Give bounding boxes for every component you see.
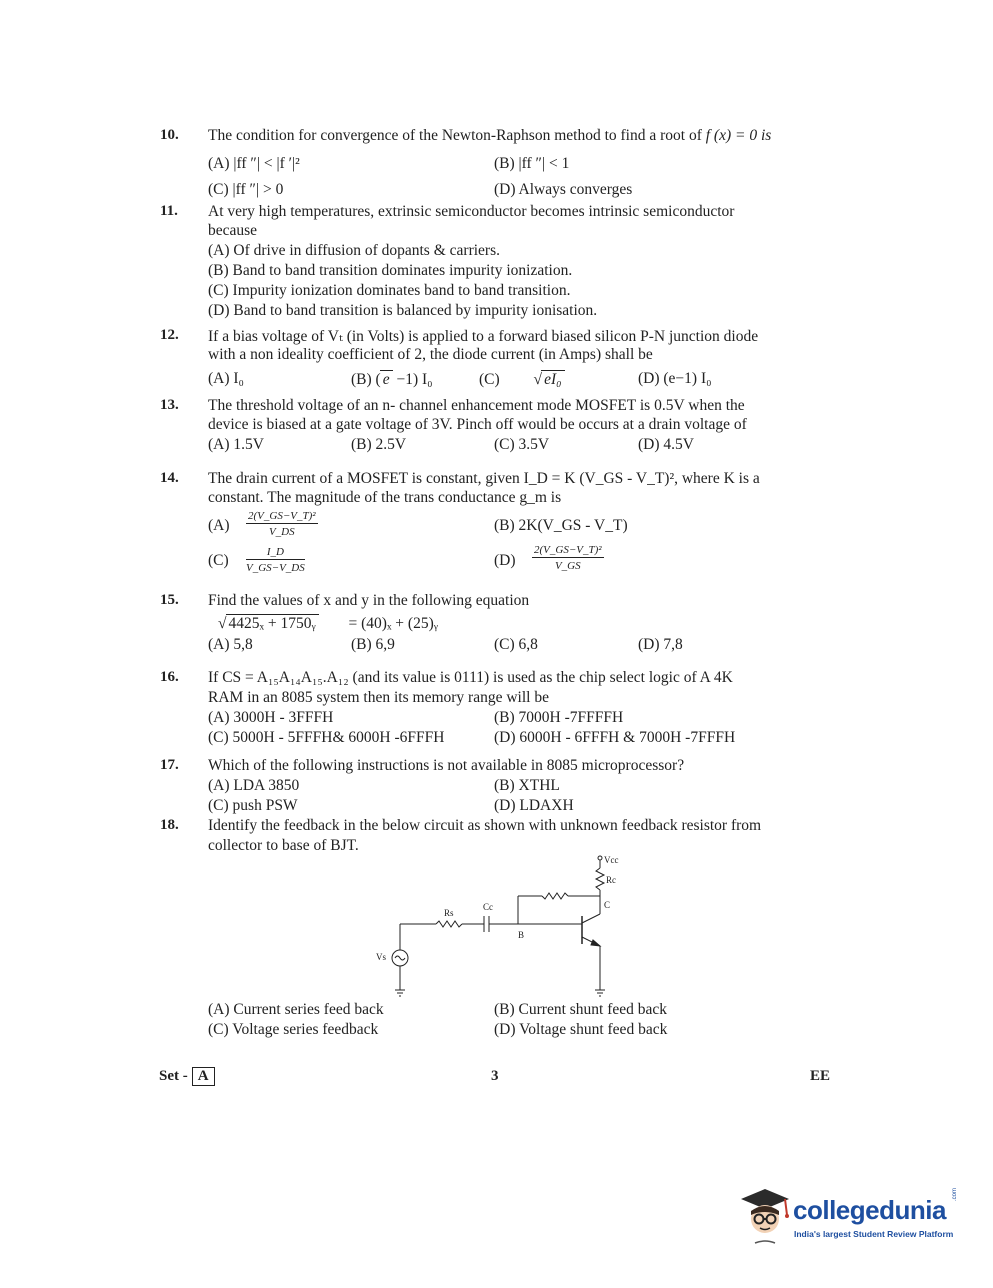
mascot-icon bbox=[735, 1185, 791, 1247]
denominator: V_GS bbox=[554, 560, 581, 572]
question-number: 13. bbox=[160, 397, 179, 413]
option-d: (D) 4.5V bbox=[638, 436, 694, 453]
option-b-prefix: (B) ( bbox=[351, 371, 381, 388]
question-stem: The condition for convergence of the Newton-Raphson method to find a root of bbox=[208, 127, 702, 144]
question-expression: f (x) = 0 is bbox=[705, 127, 772, 144]
sqrt-term: 4425ₓ + 1750ᵧ bbox=[226, 614, 319, 633]
option-a: (A) I₀ bbox=[208, 370, 244, 387]
emitter-arrow bbox=[591, 940, 600, 946]
sqrt-term: e bbox=[380, 370, 393, 389]
vcc-terminal bbox=[598, 856, 602, 860]
option-c: (C) 5000H - 5FFFH& 6000H -6FFFH bbox=[208, 729, 445, 746]
question-line: device is biased at a gate voltage of 3V. Pinch off would be occurs at a drain voltage of bbox=[208, 416, 747, 433]
option-b bbox=[351, 370, 433, 389]
logo-wordmark: collegedunia bbox=[793, 1195, 946, 1225]
numerator: 2(V_GS−V_T)² bbox=[248, 510, 316, 522]
option-d: (D) Always converges bbox=[494, 181, 633, 198]
option-b: (B) 6,9 bbox=[351, 636, 395, 653]
option-a: (A) |ff ″| < |f ′|² bbox=[208, 155, 300, 172]
set-label: Set - bbox=[159, 1068, 188, 1084]
option-d: (D) Band to band transition is balanced by impurity ionisation. bbox=[208, 302, 598, 319]
fraction bbox=[246, 510, 318, 538]
option-a: (A) Of drive in diffusion of dopants & carriers. bbox=[208, 242, 500, 259]
question-number: 10. bbox=[160, 127, 179, 143]
bjt-feedback-circuit bbox=[360, 852, 650, 1002]
equation-rhs: = (40)ₓ + (25)ᵧ bbox=[348, 615, 438, 632]
collector-label: C bbox=[604, 900, 611, 910]
question-text bbox=[208, 127, 771, 145]
question-line: The threshold voltage of an n- channel enhancement mode MOSFET is 0.5V when the bbox=[208, 397, 745, 414]
equation: √ 4425ₓ + 1750ᵧ = (40)ₓ + (25)ᵧ bbox=[218, 615, 438, 632]
rc-resistor bbox=[596, 868, 604, 890]
rs-resistor bbox=[436, 921, 462, 927]
option-d: (D) 6000H - 6FFFH & 7000H -7FFFH bbox=[494, 729, 736, 746]
question-number: 18. bbox=[160, 817, 179, 833]
page-number: 3 bbox=[491, 1068, 499, 1084]
vcc-label: Vcc bbox=[604, 855, 619, 865]
option-a: (A) bbox=[208, 517, 230, 534]
question-line: RAM in an 8085 system then its memory range will be bbox=[208, 689, 549, 706]
question-line: collector to base of BJT. bbox=[208, 837, 359, 854]
logo-tld: .com bbox=[952, 1187, 958, 1201]
option-d: (D) LDAXH bbox=[494, 797, 574, 814]
question-line: Identify the feedback in the below circuit as shown with unknown feedback resistor from bbox=[208, 817, 762, 834]
set-indicator bbox=[159, 1067, 215, 1086]
fraction bbox=[532, 544, 604, 572]
option-a: (A) 5,8 bbox=[208, 636, 253, 653]
set-value-box: A bbox=[192, 1067, 215, 1086]
option-b: (B) 2.5V bbox=[351, 436, 407, 453]
option-c: (C) 3.5V bbox=[494, 436, 550, 453]
option-c-label: (C) bbox=[479, 371, 500, 388]
option-c: (C) bbox=[208, 552, 229, 569]
option-b: (B) Band to band transition dominates impurity ionization. bbox=[208, 262, 573, 279]
question-number: 16. bbox=[160, 669, 179, 685]
option-a: (A) Current series feed back bbox=[208, 1001, 384, 1018]
question-line: constant. The magnitude of the trans conductance g_m is bbox=[208, 489, 562, 506]
question-number: 12. bbox=[160, 327, 179, 343]
collegedunia-logo bbox=[735, 1185, 963, 1251]
question-line: At very high temperatures, extrinsic semiconductor becomes intrinsic semiconductor bbox=[208, 203, 735, 220]
fraction bbox=[246, 546, 305, 574]
question-number: 17. bbox=[160, 757, 179, 773]
question-number: 15. bbox=[160, 592, 179, 608]
base-label: B bbox=[518, 930, 525, 940]
option-c: (C) push PSW bbox=[208, 797, 298, 814]
option-b: (B) Current shunt feed back bbox=[494, 1001, 668, 1018]
denominator: V_GS−V_DS bbox=[246, 562, 305, 574]
question-number: 14. bbox=[160, 470, 179, 486]
rc-label: Rc bbox=[606, 875, 616, 885]
question-line: Find the values of x and y in the following equation bbox=[208, 592, 530, 609]
option-c: (C) Impurity ionization dominates band to band transition. bbox=[208, 282, 571, 299]
question-line: If a bias voltage of Vₜ (in Volts) is applied to a forward biased silicon P-N junction diode bbox=[208, 328, 759, 345]
question-line: with a non ideality coefficient of 2, the diode current (in Amps) shall be bbox=[208, 346, 653, 363]
option-a: (A) 3000H - 3FFFH bbox=[208, 709, 334, 726]
option-c: (C) √ eI₀ bbox=[479, 370, 565, 389]
sqrt-term: eI₀ bbox=[541, 370, 564, 389]
numerator: I_D bbox=[246, 546, 305, 560]
option-b: (B) XTHL bbox=[494, 777, 560, 794]
option-d: (D) (e−1) I₀ bbox=[638, 370, 712, 387]
option-b-suffix: −1) I₀ bbox=[392, 371, 433, 388]
numerator: 2(V_GS−V_T)² bbox=[534, 544, 602, 556]
denominator: V_DS bbox=[268, 526, 295, 538]
option-c: (C) 6,8 bbox=[494, 636, 538, 653]
option-c: (C) Voltage series feedback bbox=[208, 1021, 379, 1038]
option-a: (A) LDA 3850 bbox=[208, 777, 300, 794]
option-b: (B) |ff ″| < 1 bbox=[494, 155, 570, 172]
question-line: Which of the following instructions is not available in 8085 microprocessor? bbox=[208, 757, 685, 774]
cc-label: Cc bbox=[483, 902, 493, 912]
option-d: (D) bbox=[494, 552, 516, 569]
feedback-resistor bbox=[542, 893, 568, 899]
subject-code: EE bbox=[810, 1068, 831, 1084]
logo-tagline: India's largest Student Review Platform bbox=[794, 1229, 954, 1239]
vs-label: Vs bbox=[376, 952, 387, 962]
option-b: (B) 2K(V_GS - V_T) bbox=[494, 517, 628, 534]
question-line: If CS = A₁₅A₁₄A₁₅.A₁₂ (and its value is 0111) is used as the chip select logic of A 4K bbox=[208, 669, 733, 686]
option-d: (D) 7,8 bbox=[638, 636, 683, 653]
option-a: (A) 1.5V bbox=[208, 436, 264, 453]
question-number: 11. bbox=[160, 203, 178, 219]
question-line: The drain current of a MOSFET is constant, given I_D = K (V_GS - V_T)², where K is a bbox=[208, 470, 760, 487]
bjt-collector-lead bbox=[582, 914, 600, 923]
rs-label: Rs bbox=[444, 908, 454, 918]
option-d: (D) Voltage shunt feed back bbox=[494, 1021, 668, 1038]
option-b: (B) 7000H -7FFFFH bbox=[494, 709, 624, 726]
question-line: because bbox=[208, 222, 258, 239]
option-c: (C) |ff ″| > 0 bbox=[208, 181, 284, 198]
